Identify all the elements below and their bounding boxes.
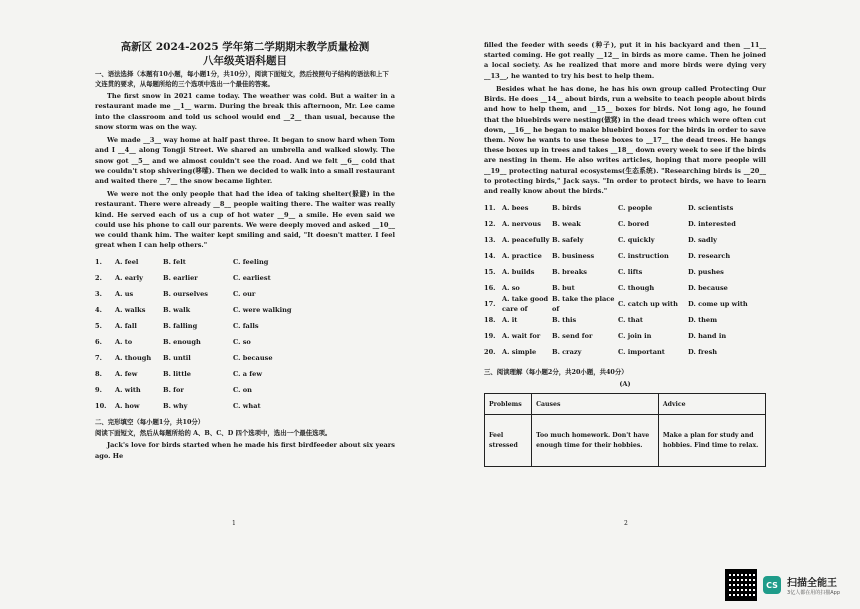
option-row bbox=[484, 248, 766, 264]
section-3-heading: 三、阅读理解（每小题2分，共20小题，共40分） bbox=[484, 368, 628, 377]
option-row bbox=[484, 344, 766, 360]
answer-option: A. bees bbox=[502, 204, 529, 213]
answer-option: C. join in bbox=[618, 332, 652, 341]
answer-option: A. to bbox=[115, 338, 133, 347]
answer-option: C. on bbox=[233, 386, 252, 395]
question-number: 19. bbox=[484, 332, 496, 341]
option-row bbox=[484, 232, 766, 248]
question-number: 17. bbox=[484, 300, 496, 309]
answer-option: A. builds bbox=[502, 268, 535, 277]
answer-option: D. research bbox=[688, 252, 731, 261]
page-2 bbox=[484, 40, 766, 467]
answer-option: B. this bbox=[552, 316, 577, 325]
exam-title-line1: 高新区 2024-2025 学年第二学期期末教学质量检测 bbox=[120, 41, 370, 53]
answer-option: D. sadly bbox=[688, 236, 718, 245]
answer-option: D. fresh bbox=[688, 348, 718, 357]
answer-option: D. them bbox=[688, 316, 718, 325]
question-number: 12. bbox=[484, 220, 496, 229]
question-number: 13. bbox=[484, 236, 496, 245]
exam-title bbox=[95, 40, 395, 68]
question-number: 10. bbox=[95, 402, 107, 411]
option-row bbox=[95, 366, 395, 382]
answer-option: C. that bbox=[618, 316, 643, 325]
passage-paragraph: We made __3__ way home at half past three. It began to snow hard when Tom and I __4__ along Tongji Street. We shared an umbrella and walked slowly. The snow got __5__ and we almost couldn't see the road. And we felt __6__ cold that we couldn't stop shivering(哆嗦). Then we decided to walk into a small restaurant and waited there __7__ the snow became lighter. bbox=[95, 136, 395, 185]
answer-option: B. felt bbox=[163, 258, 186, 267]
answer-option: C. a few bbox=[233, 370, 262, 379]
answer-option: A. practice bbox=[502, 252, 542, 261]
answer-option: B. for bbox=[163, 386, 184, 395]
answer-option: C. earliest bbox=[233, 274, 271, 283]
answer-option: C. falls bbox=[233, 322, 259, 331]
qr-code-icon bbox=[725, 569, 757, 601]
answer-option: A. it bbox=[502, 316, 518, 325]
answer-option: A. nervous bbox=[502, 220, 541, 229]
answer-option: D. because bbox=[688, 284, 728, 293]
answer-option: A. simple bbox=[502, 348, 537, 357]
option-row bbox=[95, 254, 395, 270]
answer-option: B. send for bbox=[552, 332, 593, 341]
answer-option: B. until bbox=[163, 354, 191, 363]
answer-option: A. wait for bbox=[502, 332, 541, 341]
answer-option: A. fall bbox=[115, 322, 137, 331]
table-header-row bbox=[485, 394, 766, 415]
answer-option: A. with bbox=[115, 386, 141, 395]
answer-option: A. early bbox=[115, 274, 143, 283]
option-row bbox=[484, 264, 766, 280]
answer-option: B. little bbox=[163, 370, 191, 379]
answer-option: B. business bbox=[552, 252, 595, 261]
question-number: 7. bbox=[95, 354, 102, 363]
question-number: 6. bbox=[95, 338, 102, 347]
answer-option: C. people bbox=[618, 204, 653, 213]
answer-option: B. but bbox=[552, 284, 575, 293]
table-cell: Make a plan for study and hobbies. Find time to relax. bbox=[658, 415, 765, 467]
option-row bbox=[95, 382, 395, 398]
answer-option: C. catch up with bbox=[618, 300, 678, 309]
table-header: Advice bbox=[658, 394, 765, 415]
question-number: 3. bbox=[95, 290, 102, 299]
camscanner-logo-icon: CS bbox=[763, 576, 781, 594]
answer-option: A. peacefully bbox=[502, 236, 550, 245]
answer-option: C. so bbox=[233, 338, 251, 347]
answer-option: A. feel bbox=[115, 258, 139, 267]
answer-option: A. few bbox=[115, 370, 138, 379]
answer-option: A. though bbox=[115, 354, 152, 363]
answer-option: B. walk bbox=[163, 306, 191, 315]
question-number: 20. bbox=[484, 348, 496, 357]
question-number: 8. bbox=[95, 370, 102, 379]
table-row bbox=[485, 415, 766, 467]
answer-option: A. walks bbox=[115, 306, 146, 315]
answer-option: B. take the place of bbox=[552, 295, 615, 314]
section-2-intro: 阅读下面短文，然后从每题所给的 A、B、C、D 四个选项中，选出一个最佳选项。 bbox=[95, 429, 332, 438]
answer-option: B. birds bbox=[552, 204, 582, 213]
answer-option: B. crazy bbox=[552, 348, 582, 357]
section-2-heading: 二、完形填空（每小题1分，共10分） bbox=[95, 418, 205, 427]
answer-option: C. what bbox=[233, 402, 261, 411]
app-name: 扫描全能王 bbox=[787, 578, 838, 589]
answer-option: A. so bbox=[502, 284, 520, 293]
answer-option: D. scientists bbox=[688, 204, 734, 213]
answer-option: D. come up with bbox=[688, 300, 748, 309]
question-number: 5. bbox=[95, 322, 102, 331]
answer-option: C. our bbox=[233, 290, 256, 299]
option-row bbox=[484, 312, 766, 328]
table-header: Causes bbox=[532, 394, 659, 415]
section-1-heading: 一、语法选择（本题有10小题，每小题1分，共10分），阅读下面短文，然后按照句子结构的语法和上下文连贯的要求，从每题所给的三个选项中选出一个最佳的答案。 bbox=[95, 70, 389, 89]
option-row bbox=[95, 302, 395, 318]
question-number: 1. bbox=[95, 258, 102, 267]
option-row bbox=[95, 286, 395, 302]
option-row bbox=[95, 318, 395, 334]
question-number: 2. bbox=[95, 274, 102, 283]
answer-option: C. important bbox=[618, 348, 665, 357]
passage-paragraph: We were not the only people that had the idea of taking shelter(躲避) in the restaurant. There were already __8__ people waiting there. The waiter was really kind. He served each of us a cup of hot water __9__ a smile. He even said we could use his phone to call our parents. We were deeply moved and asked __10__ we could thank him. The waiter kept smiling and said, "It doesn't matter. I feel great when I can help others." bbox=[95, 190, 395, 250]
passage-paragraph: Besides what he has done, he has his own group called Protecting Our Birds. He does __14__ about birds, run a website to teach people about birds and how to help them, and __15__ boxes for birds. Not long ago, he found that the bluebirds were nesting(做窝) in the dead trees which were often cut down, __16__ he began to make bluebird boxes for the birds in order to save them. Now he wants to use these boxes to __17__ the dead trees. He hangs these boxes up in trees and takes __18__ down every week to see if the birds are nesting in them. He also writes articles, hoping that more people will __19__ protecting natural ecosystems(生态系统). "Researching birds is __20__ to protecting birds," Jack says. "In order to protect birds, we have to learn and really know about the birds." bbox=[484, 84, 766, 196]
answer-option: C. bored bbox=[618, 220, 650, 229]
answer-option: A. us bbox=[115, 290, 134, 299]
option-row bbox=[95, 334, 395, 350]
answer-option: A. how bbox=[115, 402, 140, 411]
option-row bbox=[484, 328, 766, 344]
question-number: 14. bbox=[484, 252, 496, 261]
answer-option: C. lifts bbox=[618, 268, 643, 277]
answer-option: B. earlier bbox=[163, 274, 198, 283]
page-number: 2 bbox=[624, 520, 628, 527]
question-number: 18. bbox=[484, 316, 496, 325]
answer-option: D. pushes bbox=[688, 268, 724, 277]
option-row bbox=[95, 350, 395, 366]
option-row bbox=[95, 270, 395, 286]
question-number: 15. bbox=[484, 268, 496, 277]
answer-option: C. though bbox=[618, 284, 655, 293]
answer-option: B. enough bbox=[163, 338, 201, 347]
table-cell: Too much homework. Don't have enough time for their hobbies. bbox=[532, 415, 659, 467]
question-number: 9. bbox=[95, 386, 102, 395]
exam-title-line2: 八年级英语科题目 bbox=[203, 55, 287, 68]
answer-option: C. because bbox=[233, 354, 273, 363]
answer-option: D. hand in bbox=[688, 332, 727, 341]
answer-option: B. breaks bbox=[552, 268, 587, 277]
answer-option: B. why bbox=[163, 402, 188, 411]
passage-paragraph: The first snow in 2021 came today. The weather was cold. But a waiter in a restaurant made me __1__ warm. During the break this afternoon, Mr. Lee came into the classroom and told us school would end __2__ than usual, because the snow storm was on the way. bbox=[95, 92, 395, 131]
scanner-watermark bbox=[725, 569, 840, 601]
answer-option: C. quickly bbox=[618, 236, 655, 245]
answer-option: D. interested bbox=[688, 220, 736, 229]
page-1 bbox=[95, 40, 395, 464]
table-header: Problems bbox=[485, 394, 532, 415]
app-tagline: 3亿人都在用的扫描App bbox=[787, 590, 840, 596]
question-number: 4. bbox=[95, 306, 102, 315]
question-number: 11. bbox=[484, 204, 496, 213]
advice-table bbox=[484, 393, 766, 467]
answer-option: B. safely bbox=[552, 236, 584, 245]
option-row bbox=[484, 296, 766, 312]
answer-option: B. weak bbox=[552, 220, 581, 229]
answer-option: B. ourselves bbox=[163, 290, 208, 299]
option-row bbox=[484, 216, 766, 232]
page-number: 1 bbox=[232, 520, 236, 527]
answer-option: A. take good care of bbox=[502, 295, 549, 314]
passage-paragraph: Jack's love for birds started when he made his first birdfeeder about six years ago. He bbox=[95, 441, 395, 460]
cloze-options bbox=[484, 200, 766, 360]
grammar-options bbox=[95, 254, 395, 414]
answer-option: C. were walking bbox=[233, 306, 292, 315]
answer-option: C. feeling bbox=[233, 258, 269, 267]
question-number: 16. bbox=[484, 284, 496, 293]
option-row bbox=[484, 200, 766, 216]
answer-option: B. falling bbox=[163, 322, 198, 331]
table-cell: Feel stressed bbox=[485, 415, 532, 467]
passage-paragraph: filled the feeder with seeds (种子), put it in his backyard and then __11__ started coming. He got really __12__ in birds as more came. Then he joined a local society. As he realized that more and more birds were dying very __13__, he wanted to try his best to help them. bbox=[484, 41, 766, 80]
passage-label: (A) bbox=[619, 380, 631, 389]
answer-option: C. instruction bbox=[618, 252, 669, 261]
option-row bbox=[95, 398, 395, 414]
